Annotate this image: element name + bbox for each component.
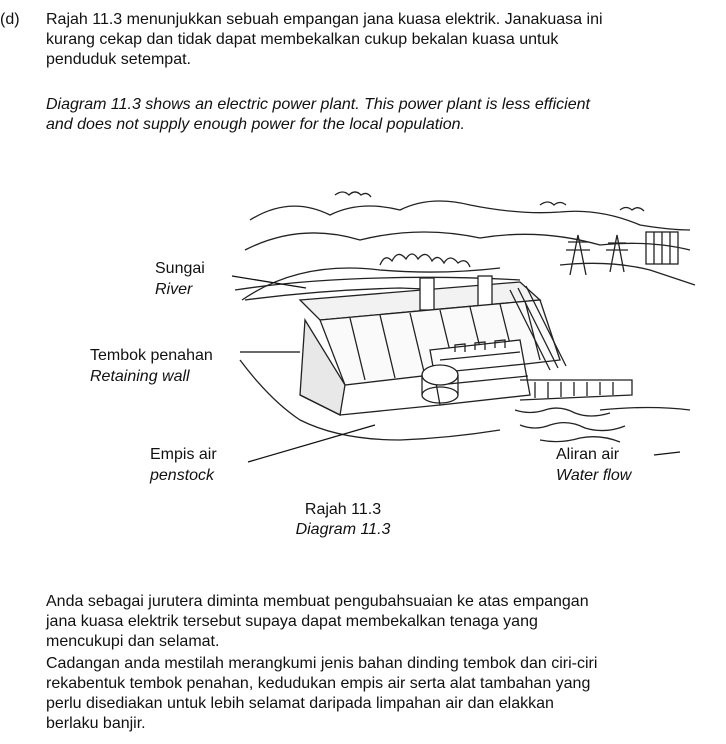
label-ms: Tembok penahan (90, 347, 213, 364)
text-line: perlu disediakan untuk lebih selamat daripada limpahan air dan elakkan (46, 695, 554, 712)
label-en: Water flow (556, 467, 632, 484)
label-en: Retaining wall (90, 368, 190, 385)
leader-line-river (232, 276, 306, 288)
text-line: penduduk setempat. (46, 51, 191, 68)
cloud-sketch (620, 208, 644, 212)
mountain-ridge (250, 201, 690, 230)
label-water-flow (556, 444, 631, 486)
text-line: Anda sebagai jurutera diminta membuat pengubahsuaian ke atas empangan (46, 593, 589, 610)
intake-tower (478, 276, 492, 308)
caption-ms: Rajah 11.3 (304, 501, 382, 518)
mountain-ridge (245, 232, 690, 250)
text-line: and does not supply enough power for the local population. (46, 116, 465, 133)
text-line: rekabentuk tembok penahan, kedudukan empis air serta alat tambahan yang (46, 675, 591, 692)
label-en: River (155, 281, 193, 298)
label-river (155, 258, 205, 300)
cloud-sketch (540, 202, 566, 205)
intake-tower (420, 278, 434, 310)
leader-line-flow (654, 452, 680, 455)
label-retaining-wall (90, 345, 213, 387)
cloud-sketch (335, 192, 371, 197)
leader-line-penstock (248, 425, 375, 462)
label-penstock (150, 444, 217, 486)
pylon (606, 235, 628, 272)
caption-en: Diagram 11.3 (295, 521, 391, 538)
label-ms: Sungai (155, 260, 205, 277)
text-line: jana kuasa elektrik tersebut supaya dapat membekalkan tenaga yang (46, 613, 538, 630)
label-ms: Aliran air (556, 446, 620, 463)
treeline (380, 254, 470, 267)
diagram-caption (243, 500, 443, 540)
text-line: Diagram 11.3 shows an electric power plant. This power plant is less efficient (46, 96, 590, 113)
label-ms: Empis air (150, 446, 217, 463)
water-flow-waves (515, 408, 610, 416)
task-paragraph-2 (46, 654, 726, 734)
hill (560, 263, 695, 285)
question-number: (d) (0, 11, 20, 28)
label-en: penstock (150, 467, 215, 484)
generator (422, 365, 458, 385)
text-line: Rajah 11.3 menunjukkan sebuah empangan jana kuasa elektrik. Janakuasa ini (46, 11, 603, 28)
text-line: mencukupi dan selamat. (46, 633, 220, 650)
text-line: Cadangan anda mestilah merangkumi jenis bahan dinding tembok dan ciri-ciri (46, 655, 598, 672)
task-paragraph-1 (46, 592, 726, 652)
switchyard (520, 380, 632, 400)
text-line: kurang cekap dan tidak dapat membekalkan cukup bekalan kuasa untuk (46, 31, 559, 48)
text-line: berlaku banjir. (46, 715, 146, 732)
